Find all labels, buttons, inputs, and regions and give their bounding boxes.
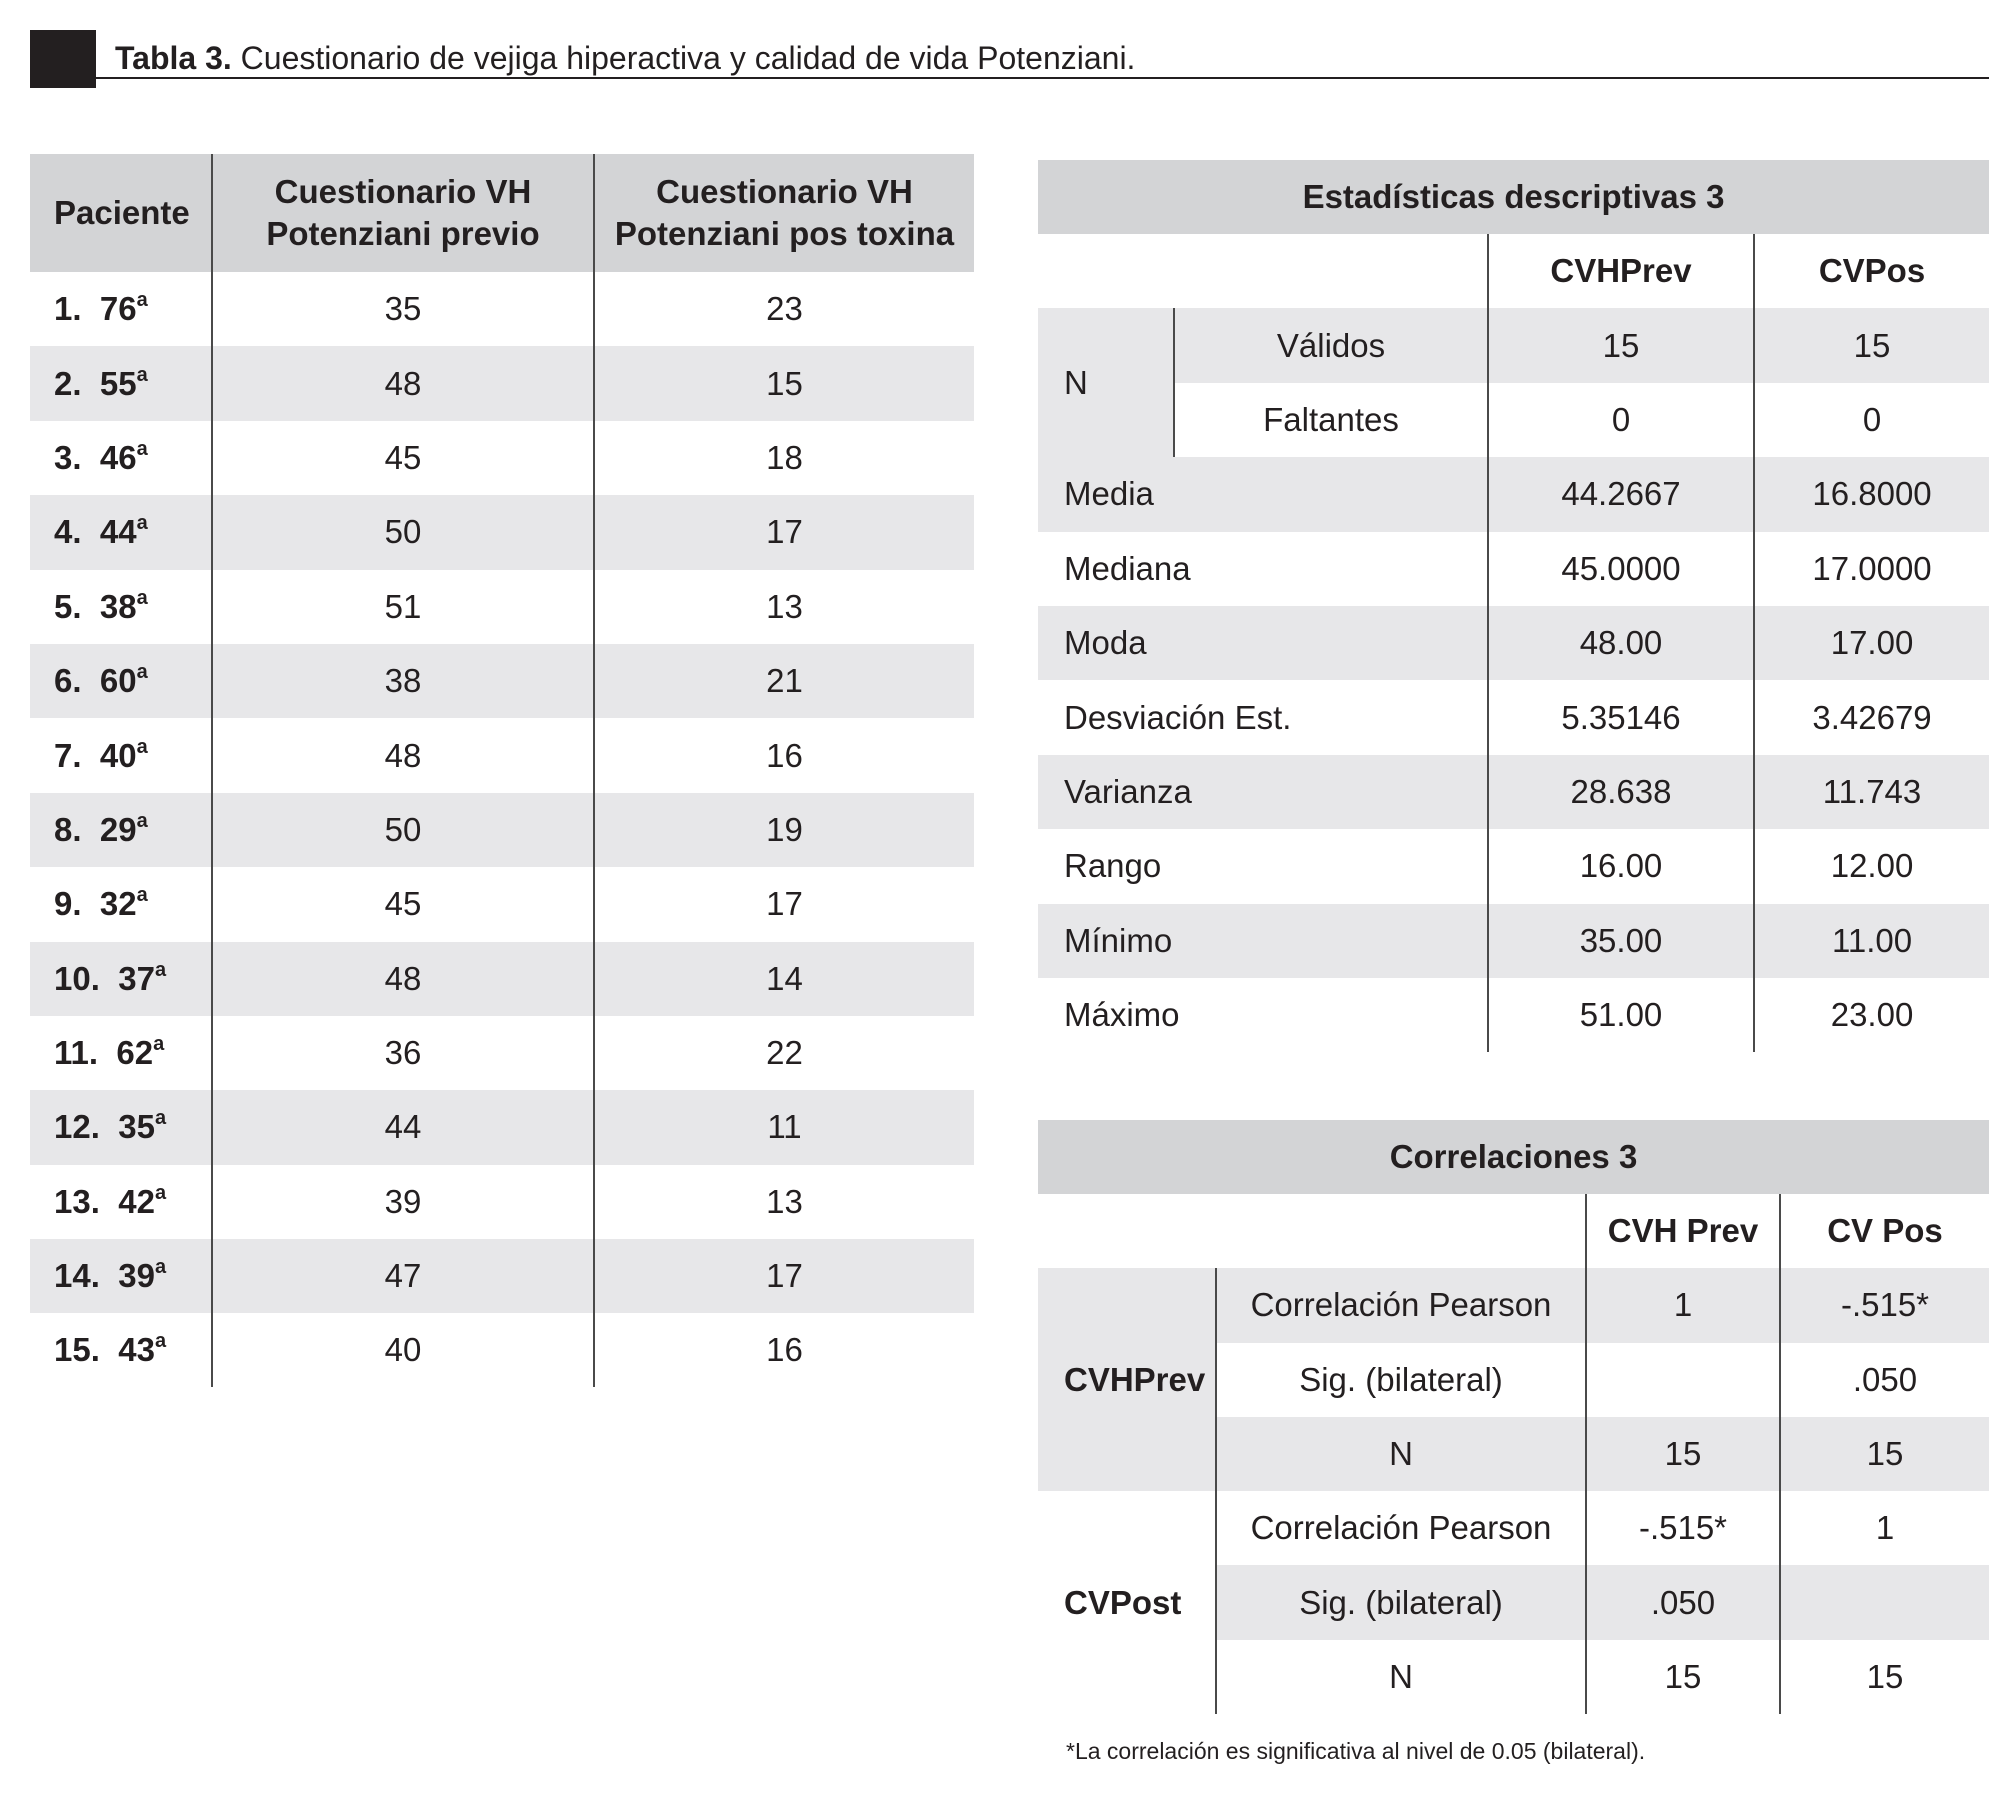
patient-age: 43 (118, 1331, 155, 1369)
score-pre: 50 (212, 495, 594, 569)
score-pre: 48 (212, 718, 594, 792)
patient-id (30, 1313, 212, 1387)
patient-id (30, 644, 212, 718)
title-rule (96, 77, 1989, 79)
patient-id (30, 1016, 212, 1090)
header-pre (212, 154, 594, 272)
table-title-label: Tabla 3. (115, 40, 232, 76)
correlation-row-label: N (1216, 1640, 1586, 1714)
descriptive-row-label: Moda (1038, 606, 1488, 680)
patient-age: 29 (99, 810, 137, 848)
score-pre: 48 (212, 346, 594, 420)
patient-id (30, 1239, 212, 1313)
patient-id (30, 421, 212, 495)
score-pre: 38 (212, 644, 594, 718)
patient-id (30, 942, 212, 1016)
descriptive-body (1038, 457, 1989, 1052)
descriptive-row (1038, 680, 1989, 754)
score-pre: 48 (212, 942, 594, 1016)
table-row (30, 1239, 974, 1313)
correlation-row (1038, 1491, 1989, 1565)
header-pre-line1: Cuestionario VH (274, 173, 532, 210)
patient-superscript: a (136, 735, 148, 758)
descriptive-row-prev: 45.0000 (1488, 532, 1754, 606)
descriptive-row-pos: 12.00 (1754, 829, 1989, 903)
patient-superscript: a (154, 1181, 167, 1204)
descriptive-missing-row (1038, 383, 1989, 457)
score-pre: 47 (212, 1239, 594, 1313)
correlation-row-prev (1586, 1343, 1780, 1417)
descriptive-row-prev: 51.00 (1488, 978, 1754, 1052)
patient-number: 11. (54, 1034, 99, 1072)
descriptive-row-prev: 35.00 (1488, 904, 1754, 978)
correlation-row-label: Correlación Pearson (1216, 1268, 1586, 1342)
patient-id (30, 718, 212, 792)
table-row (30, 867, 974, 941)
descriptive-valid-row (1038, 308, 1989, 382)
patient-superscript: a (136, 289, 148, 312)
patient-superscript: a (153, 1033, 165, 1056)
patient-number: 2. (54, 364, 82, 402)
correlations-column-header-row (1038, 1194, 1989, 1268)
table-row (30, 644, 974, 718)
patient-age: 38 (99, 587, 137, 625)
score-post: 22 (594, 1016, 974, 1090)
patient-age: 62 (116, 1034, 154, 1072)
correlations-title: Correlaciones 3 (1038, 1120, 1989, 1194)
descriptive-row-pos: 3.42679 (1754, 680, 1989, 754)
table-row (30, 1165, 974, 1239)
patient-superscript: a (154, 1107, 167, 1130)
patients-header-row (30, 154, 974, 272)
descriptive-table (1038, 160, 1989, 1052)
patient-id (30, 346, 212, 420)
table-row (30, 346, 974, 420)
descriptive-row-label: Rango (1064, 847, 1162, 885)
descriptive-row-prev: 5.35146 (1488, 680, 1754, 754)
patient-age: 32 (99, 885, 137, 923)
table-row (30, 1313, 974, 1387)
score-post: 16 (594, 718, 974, 792)
descriptive-row (1038, 457, 1989, 531)
patients-body (30, 272, 974, 1387)
patient-number: 3. (54, 438, 82, 476)
descriptive-valid-prev: 15 (1488, 308, 1754, 382)
table-title (115, 38, 1135, 78)
patient-age: 39 (118, 1257, 155, 1295)
patient-superscript: a (136, 512, 148, 535)
correlations-table (1038, 1120, 1989, 1714)
patient-superscript: a (154, 1330, 167, 1353)
score-post: 17 (594, 495, 974, 569)
descriptive-missing-label: Faltantes (1174, 383, 1488, 457)
patient-number: 5. (54, 587, 82, 625)
patient-superscript: a (136, 363, 148, 386)
correlation-row-label: N (1216, 1417, 1586, 1491)
header-pre-line2: Potenziani previo (266, 215, 540, 252)
descriptive-row-label: Desviación Est. (1064, 698, 1292, 736)
patient-number: 15. (54, 1331, 100, 1369)
correlation-row-prev: .050 (1586, 1565, 1780, 1639)
table-row (30, 718, 974, 792)
patient-superscript: a (136, 809, 148, 832)
patient-superscript: a (136, 437, 148, 460)
correlations-title-row (1038, 1120, 1989, 1194)
descriptive-row-pos: 17.0000 (1754, 532, 1989, 606)
descriptive-row-label: Media (1038, 457, 1488, 531)
descriptive-row (1038, 606, 1989, 680)
correlation-row-pos: .050 (1780, 1343, 1989, 1417)
footnote: *La correlación es significativa al nivel de 0.05 (bilateral). (1066, 1738, 1646, 1764)
correlations-col-prev: CVH Prev (1586, 1194, 1780, 1268)
patient-superscript: a (154, 1256, 167, 1279)
correlation-row (1038, 1268, 1989, 1342)
score-post: 15 (594, 346, 974, 420)
score-pre: 39 (212, 1165, 594, 1239)
patient-number: 7. (54, 736, 82, 774)
patient-number: 12. (54, 1108, 100, 1146)
patient-id (30, 272, 212, 346)
score-pre: 45 (212, 421, 594, 495)
patient-number: 1. (54, 290, 82, 328)
header-patient: Paciente (30, 154, 212, 272)
patient-number: 13. (54, 1182, 100, 1220)
descriptive-title: Estadísticas descriptivas 3 (1038, 160, 1989, 234)
descriptive-missing-prev: 0 (1488, 383, 1754, 457)
descriptive-n-label: N (1038, 308, 1174, 457)
table-title-text: Cuestionario de vejiga hiperactiva y calidad de vida Potenziani. (240, 40, 1136, 76)
patient-id (30, 1165, 212, 1239)
descriptive-row-pos: 16.8000 (1754, 457, 1989, 531)
table-row (30, 1016, 974, 1090)
descriptive-row-pos: 11.00 (1754, 904, 1989, 978)
descriptive-row-prev: 16.00 (1488, 829, 1754, 903)
descriptive-row-pos: 17.00 (1754, 606, 1989, 680)
patient-age: 42 (118, 1182, 155, 1220)
score-pre: 36 (212, 1016, 594, 1090)
correlation-row-label: Correlación Pearson (1216, 1491, 1586, 1565)
score-post: 23 (594, 272, 974, 346)
patient-number: 6. (54, 662, 82, 700)
patient-age: 76 (99, 290, 137, 328)
correlation-row-label: Sig. (bilateral) (1216, 1343, 1586, 1417)
correlation-row-pos: 1 (1780, 1491, 1989, 1565)
table-row (30, 793, 974, 867)
descriptive-col-prev: CVHPrev (1488, 234, 1754, 308)
correlation-row-pos (1780, 1565, 1989, 1639)
table-row (30, 1090, 974, 1164)
patient-id (30, 793, 212, 867)
score-pre: 35 (212, 272, 594, 346)
descriptive-row (1038, 904, 1989, 978)
patient-superscript: a (136, 884, 148, 907)
score-post: 19 (594, 793, 974, 867)
correlation-row-pos: 15 (1780, 1640, 1989, 1714)
title-marker (30, 30, 96, 88)
patient-age: 44 (99, 513, 137, 551)
descriptive-row-prev: 44.2667 (1488, 457, 1754, 531)
patient-age: 35 (118, 1108, 155, 1146)
patient-age: 46 (99, 438, 137, 476)
score-pre: 44 (212, 1090, 594, 1164)
correlation-row-pos: -.515* (1780, 1268, 1989, 1342)
score-pre: 45 (212, 867, 594, 941)
patient-id (30, 570, 212, 644)
patients-table (30, 154, 974, 1387)
patient-superscript: a (136, 661, 148, 684)
patient-id (30, 495, 212, 569)
score-post: 17 (594, 1239, 974, 1313)
descriptive-valid-label: Válidos (1174, 308, 1488, 382)
score-post: 13 (594, 570, 974, 644)
descriptive-row-pos: 11.743 (1754, 755, 1989, 829)
correlation-row-prev: 15 (1586, 1417, 1780, 1491)
table-row (30, 272, 974, 346)
descriptive-row (1038, 532, 1989, 606)
descriptive-valid-pos: 15 (1754, 308, 1989, 382)
patient-age: 55 (99, 364, 137, 402)
patient-superscript: a (154, 958, 167, 981)
score-post: 11 (594, 1090, 974, 1164)
descriptive-title-row (1038, 160, 1989, 234)
descriptive-row-label: Mediana (1064, 549, 1191, 587)
descriptive-row-prev: 48.00 (1488, 606, 1754, 680)
patient-id (30, 867, 212, 941)
descriptive-column-header-row (1038, 234, 1989, 308)
correlation-row-pos: 15 (1780, 1417, 1989, 1491)
correlation-row-prev: 15 (1586, 1640, 1780, 1714)
header-post-line1: Cuestionario VH (656, 173, 913, 210)
patient-age: 60 (99, 662, 137, 700)
patient-number: 10. (54, 959, 100, 997)
correlation-group-label: CVPost (1038, 1491, 1216, 1714)
patient-superscript: a (136, 586, 148, 609)
patient-number: 8. (54, 810, 82, 848)
correlations-col-pos: CV Pos (1780, 1194, 1989, 1268)
score-post: 18 (594, 421, 974, 495)
header-post (594, 154, 974, 272)
table-row (30, 495, 974, 569)
descriptive-row (1038, 978, 1989, 1052)
patient-number: 9. (54, 885, 82, 923)
descriptive-col-pos: CVPos (1754, 234, 1989, 308)
descriptive-row-label: Máximo (1064, 996, 1180, 1034)
table-row (30, 421, 974, 495)
patient-number: 14. (54, 1257, 100, 1295)
descriptive-row-pos: 23.00 (1754, 978, 1989, 1052)
descriptive-row-label: Mínimo (1038, 904, 1488, 978)
patient-age: 37 (118, 959, 155, 997)
score-post: 21 (594, 644, 974, 718)
score-pre: 40 (212, 1313, 594, 1387)
patient-id (30, 1090, 212, 1164)
correlation-row-prev: 1 (1586, 1268, 1780, 1342)
descriptive-row (1038, 755, 1989, 829)
correlation-group-label: CVHPrev (1038, 1268, 1216, 1491)
correlations-body (1038, 1268, 1989, 1714)
score-pre: 51 (212, 570, 594, 644)
score-post: 13 (594, 1165, 974, 1239)
score-post: 16 (594, 1313, 974, 1387)
descriptive-missing-pos: 0 (1754, 383, 1989, 457)
correlation-row-label: Sig. (bilateral) (1216, 1565, 1586, 1639)
score-post: 14 (594, 942, 974, 1016)
score-post: 17 (594, 867, 974, 941)
table-row (30, 570, 974, 644)
header-post-line2: Potenziani pos toxina (614, 215, 955, 252)
score-pre: 50 (212, 793, 594, 867)
table-row (30, 942, 974, 1016)
descriptive-row-prev: 28.638 (1488, 755, 1754, 829)
correlation-row-prev: -.515* (1586, 1491, 1780, 1565)
patient-age: 40 (99, 736, 137, 774)
patient-number: 4. (54, 513, 82, 551)
descriptive-row-label: Varianza (1038, 755, 1488, 829)
descriptive-row (1038, 829, 1989, 903)
